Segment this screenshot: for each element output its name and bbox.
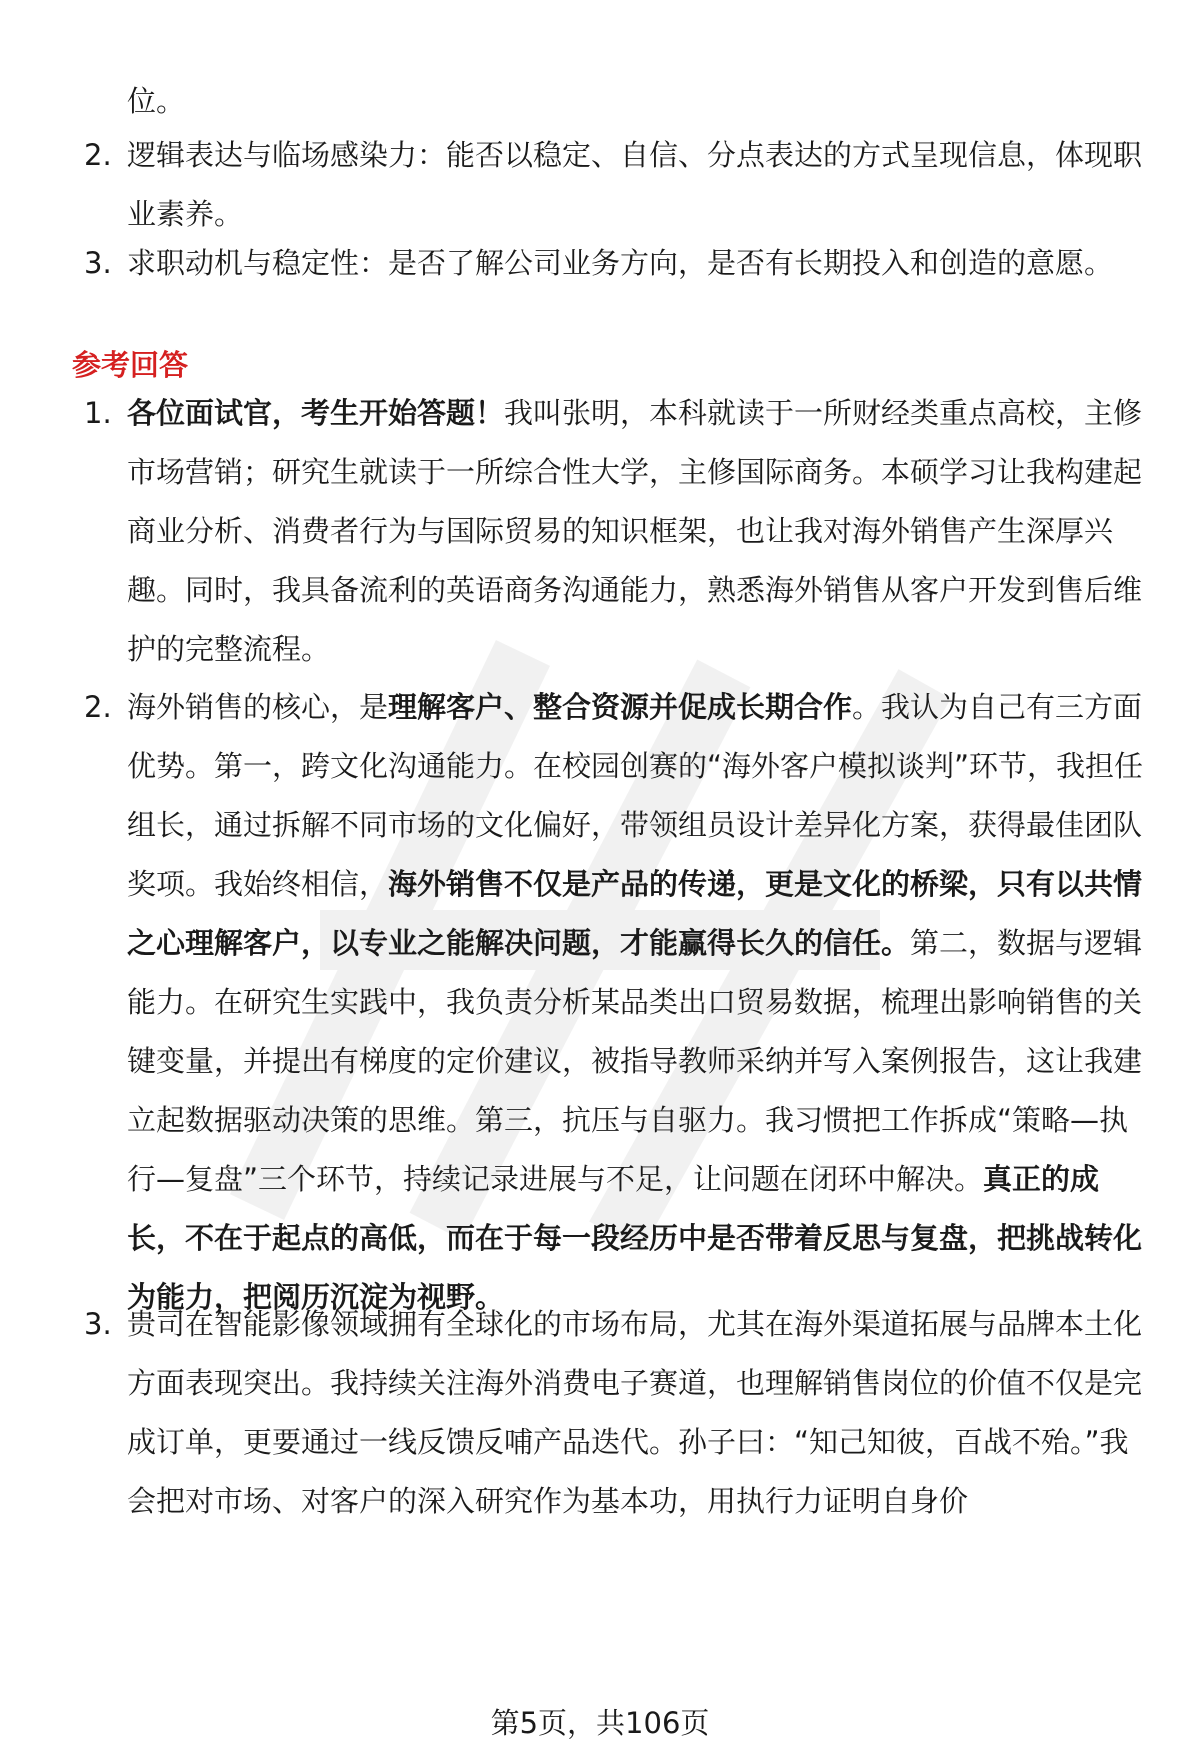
- bold-emphasis: 理解客户、整合资源并促成长期合作: [388, 690, 853, 724]
- bold-emphasis: 海外销售不仅是产品的传递，更是文化的桥梁，只有以共情之心理解客户，以专业之能解决问题，才能赢得长久的信任。: [127, 867, 1143, 960]
- answer-paragraph: [127, 384, 1157, 679]
- page-footer: 第5页，共106页: [490, 1706, 710, 1740]
- list-number: 3.: [84, 246, 112, 280]
- list-item-text: 位。: [127, 84, 186, 118]
- bold-emphasis: 真正的成长，不在于起点的高低，而在于每一段经历中是否带着反思与复盘，把挑战转化为能力，把阅历沉淀为视野。: [127, 1162, 1143, 1314]
- answer-paragraph: 贵司在智能影像领域拥有全球化的市场布局，尤其在海外渠道拓展与品牌本土化方面表现突出。我持续关注海外消费电子赛道，也理解销售岗位的价值不仅是完成订单，更要通过一线反馈反哺产品迭代。孙子曰：“知己知彼，百战不殆。”我会把对市场、对客户的深入研究作为基本功，用执行力证明自身价: [127, 1307, 1143, 1518]
- answer-text: 。我认为自己有三方面优势。第一，跨文化沟通能力。在校园创赛的“海外客户模拟谈判”环节，我担任组长，通过拆解不同市场的文化偏好，带领组员设计差异化方案，获得最佳团队奖项。我始终相信，: [127, 690, 1144, 901]
- list-item-text: 逻辑表达与临场感染力：能否以稳定、自信、分点表达的方式呈现信息，体现职业素养。: [127, 138, 1143, 231]
- bold-opening: 各位面试官，考生开始答题！: [127, 396, 505, 430]
- list-item-text: 求职动机与稳定性：是否了解公司业务方向，是否有长期投入和创造的意愿。: [127, 246, 1114, 280]
- answer-text: 海外销售的核心，是: [127, 690, 389, 724]
- answer-text: 第二，数据与逻辑能力。在研究生实践中，我负责分析某品类出口贸易数据，梳理出影响销售的关键变量，并提出有梯度的定价建议，被指导教师采纳并写入案例报告，这让我建立起数据驱动决策的思维。第三，抗压与自驱力。我习惯把工作拆成“策略—执行—复盘”三个环节，持续记录进展与不足，让问题在闭环中解决。: [127, 926, 1143, 1196]
- list-number: 3.: [84, 1307, 112, 1341]
- section-heading-reference-answer: 参考回答: [72, 348, 189, 382]
- list-number: 1.: [84, 396, 112, 430]
- answer-text: 我叫张明，本科就读于一所财经类重点高校，主修市场营销；研究生就读于一所综合性大学，主修国际商务。本硕学习让我构建起商业分析、消费者行为与国际贸易的知识框架，也让我对海外销售产生深厚兴趣。同时，我具备流利的英语商务沟通能力，熟悉海外销售从客户开发到售后维护的完整流程。: [127, 396, 1143, 666]
- answer-paragraph: [127, 678, 1157, 1327]
- list-number: 2.: [84, 690, 112, 724]
- cut-off-list-item-line: [84, 0, 1164, 16]
- list-number: 2.: [84, 138, 112, 172]
